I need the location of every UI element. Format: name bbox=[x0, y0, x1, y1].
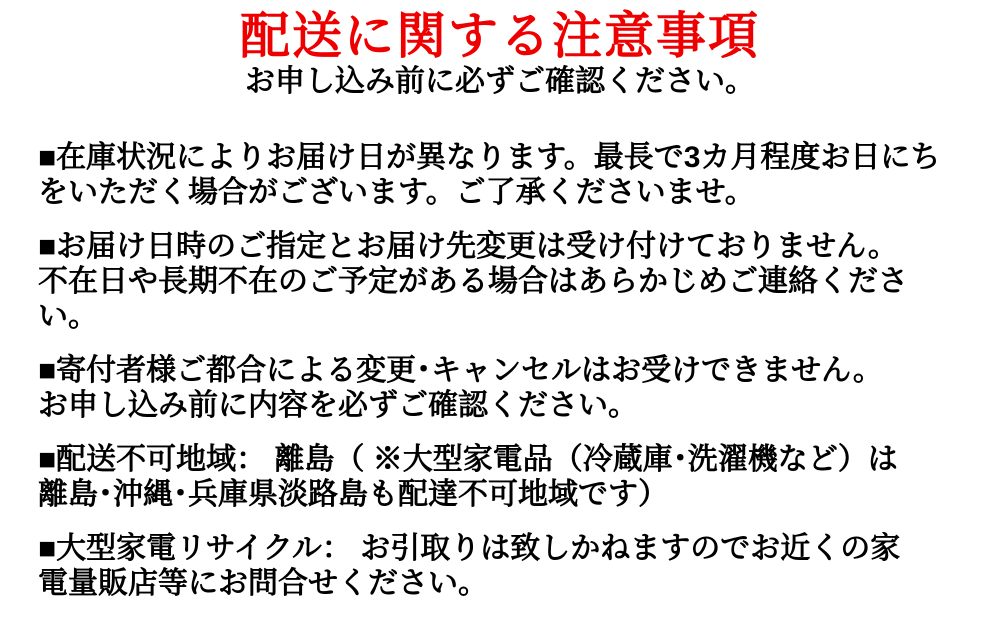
notice-line: をいただく場合がございます。ご了承くださいませ。 bbox=[38, 176, 755, 209]
notice-line: い。 bbox=[38, 300, 98, 333]
notice-list bbox=[38, 140, 970, 601]
notice-undeliverable-areas bbox=[38, 442, 970, 512]
notice-no-change-or-cancel bbox=[38, 353, 970, 423]
notice-line: ■大型家電リサイクル： お引取りは致しかねますのでお近くの家 bbox=[38, 532, 901, 565]
notice-line: ■お届け日時のご指定とお届け先変更は受け付けておりません。 bbox=[38, 230, 898, 263]
notice-line: ■配送不可地域： 離島（ ※大型家電品（冷蔵庫･洗濯機など）は bbox=[38, 443, 898, 476]
notice-line: ■在庫状況によりお届け日が異なります。最長で3カ月程度お日にち bbox=[38, 141, 941, 174]
page-title: 配送に関する注意事項 bbox=[240, 8, 760, 64]
page-subtitle: お申し込み前に必ずご確認ください。 bbox=[245, 65, 755, 98]
notice-line: お申し込み前に内容を必ずご確認ください。 bbox=[38, 389, 638, 422]
notice-header bbox=[0, 0, 1000, 100]
notice-line: 電量販店等にお問合せください。 bbox=[38, 567, 488, 600]
notice-stock-delivery-date bbox=[38, 140, 970, 210]
notice-line: 不在日や長期不在のご予定がある場合はあらかじめご連絡くださ bbox=[38, 265, 908, 298]
notice-line: ■寄付者様ご都合による変更･キャンセルはお受けできません。 bbox=[38, 354, 883, 387]
notice-no-delivery-date-specification bbox=[38, 229, 970, 334]
notice-appliance-recycling bbox=[38, 531, 970, 601]
notice-line: 離島･沖縄･兵庫県淡路島も配達不可地域です） bbox=[38, 478, 668, 511]
